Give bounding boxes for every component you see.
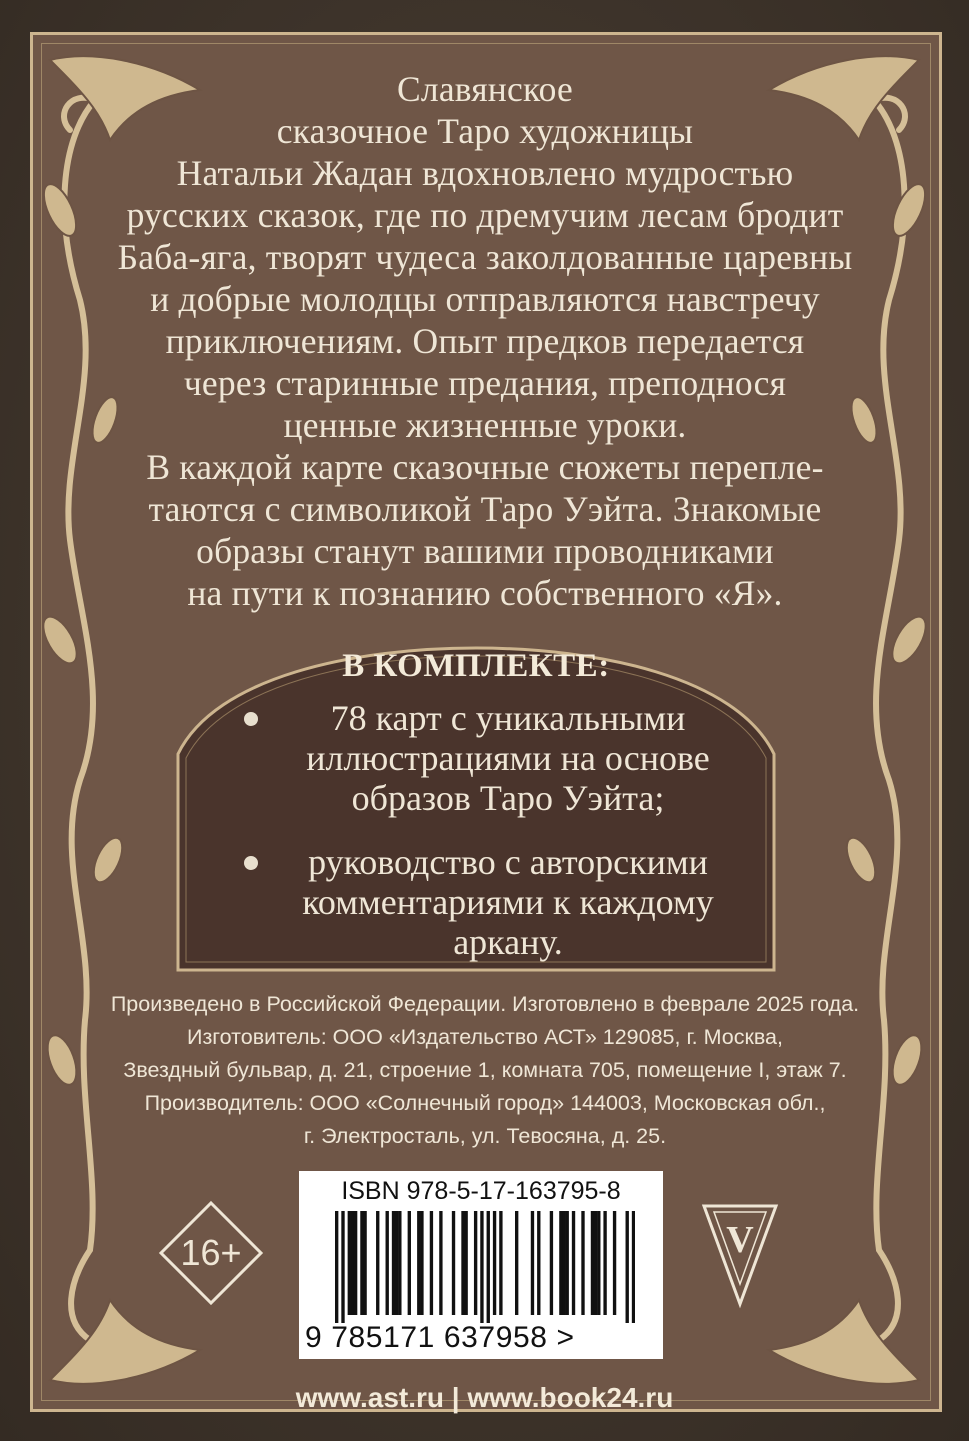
description-line: Славянское: [397, 69, 573, 109]
barcode-bar: [408, 1211, 411, 1315]
kit-contents-box: [176, 646, 776, 972]
bullet-icon: [244, 856, 258, 870]
kit-item-line: 78 карт с уникальными: [330, 698, 686, 738]
kit-list: [216, 698, 746, 986]
barcode-bar: [581, 1211, 584, 1315]
legal-line: Изготовитель: ООО «Издательство АСТ» 129085, г. Москва,: [186, 1025, 783, 1049]
barcode-bar: [597, 1211, 600, 1315]
barcode-bar: [461, 1211, 464, 1315]
barcode-bar: [398, 1211, 401, 1315]
barcode-bar: [386, 1211, 389, 1315]
kit-item-line: иллюстрациями на основе: [306, 738, 710, 778]
description-line: через старинные предания, преподнося: [183, 363, 787, 403]
kit-item-line: образов Таро Уэйта;: [351, 778, 665, 818]
barcode-bar: [566, 1211, 569, 1315]
legal-line: Производитель: ООО «Солнечный город» 144003, Московская обл.,: [144, 1091, 826, 1115]
age-rating-label: 16+: [180, 1232, 242, 1273]
list-item: [216, 698, 746, 818]
description-line: на пути к познанию собственного «Я».: [187, 573, 783, 613]
description-line: образы станут вашими проводниками: [196, 531, 774, 571]
barcode: [299, 1171, 663, 1359]
legal-line: г. Электросталь, ул. Тевосяна, д. 25.: [303, 1124, 667, 1148]
publisher-logo: [700, 1200, 780, 1310]
barcode-bar: [562, 1211, 565, 1315]
barcode-bar: [335, 1211, 338, 1323]
description-line: Натальи Жадан вдохновлено мудростью: [176, 153, 794, 193]
barcode-bar: [487, 1211, 490, 1323]
legal-line: Произведено в Российской Федерации. Изготовлено в феврале 2025 года.: [110, 992, 860, 1016]
barcode-bar: [464, 1211, 467, 1315]
barcode-bar: [363, 1211, 366, 1315]
barcode-bar: [531, 1211, 534, 1315]
description-line: русских сказок, где по дремучим лесам бродит: [126, 195, 844, 235]
barcode-bar: [452, 1211, 455, 1315]
barcode-bar: [360, 1211, 363, 1315]
legal-line: Звездный бульвар, д. 21, строение 1, комната 705, помещение I, этаж 7.: [123, 1058, 847, 1082]
barcode-bar: [572, 1211, 575, 1315]
legal-info: [100, 988, 870, 1153]
barcode-bar: [395, 1211, 398, 1315]
list-item: [216, 842, 746, 962]
barcode-bar: [626, 1211, 629, 1323]
description-line: приключениям. Опыт предков передается: [165, 321, 805, 361]
kit-title: В КОМПЛЕКТЕ:: [342, 648, 610, 684]
barcode-bar: [392, 1211, 395, 1315]
kit-item-line: руководство с авторскими: [308, 842, 708, 882]
barcode-bar: [474, 1211, 477, 1315]
barcode-bars: [335, 1211, 635, 1323]
barcode-bar: [376, 1211, 379, 1315]
barcode-bar: [515, 1211, 518, 1315]
barcode-bar: [603, 1211, 606, 1315]
barcode-bar: [594, 1211, 597, 1315]
description-line: ценные жизненные уроки.: [283, 405, 687, 445]
barcode-bar: [550, 1211, 553, 1315]
barcode-bar: [430, 1211, 433, 1315]
barcode-bar: [348, 1211, 351, 1315]
description-line: Баба-яга, творят чудеса заколдованные царевны: [117, 237, 853, 277]
description-line: и добрые молодцы отправляются навстречу: [150, 279, 820, 319]
barcode-bar: [537, 1211, 540, 1315]
publisher-logo-letter: V: [726, 1219, 754, 1261]
age-rating-badge: [158, 1200, 264, 1306]
barcode-bar: [341, 1211, 344, 1323]
isbn-label: ISBN 978-5-17-163795-8: [341, 1177, 621, 1205]
description-line: В каждой карте сказочные сюжеты перепле-: [146, 447, 824, 487]
barcode-bar: [480, 1211, 483, 1323]
barcode-bar: [354, 1211, 357, 1315]
barcode-bar: [417, 1211, 420, 1315]
ean-digits: 9 785171 637958 >: [305, 1321, 575, 1354]
bullet-icon: [244, 712, 258, 726]
barcode-bar: [420, 1211, 423, 1315]
description-paragraph-2: [90, 446, 880, 614]
kit-item-text: [270, 842, 746, 962]
kit-item-text: [270, 698, 746, 818]
description-paragraph-1: [90, 68, 880, 446]
barcode-bar: [351, 1211, 354, 1315]
description-line: сказочное Таро художницы: [276, 111, 694, 151]
websites: www.ast.ru | www.book24.ru: [295, 1382, 674, 1413]
barcode-bar: [439, 1211, 442, 1315]
barcode-bar: [493, 1211, 496, 1315]
description-line: таются с символикой Таро Уэйта. Знакомые: [148, 489, 822, 529]
barcode-bar: [632, 1211, 635, 1323]
description-block: [90, 68, 880, 614]
kit-item-line: комментариями к каждому: [302, 882, 714, 922]
kit-item-line: аркану.: [453, 922, 563, 962]
barcode-bar: [499, 1211, 502, 1315]
barcode-bar: [591, 1211, 594, 1315]
barcode-bar: [559, 1211, 562, 1315]
barcode-bar: [613, 1211, 616, 1315]
